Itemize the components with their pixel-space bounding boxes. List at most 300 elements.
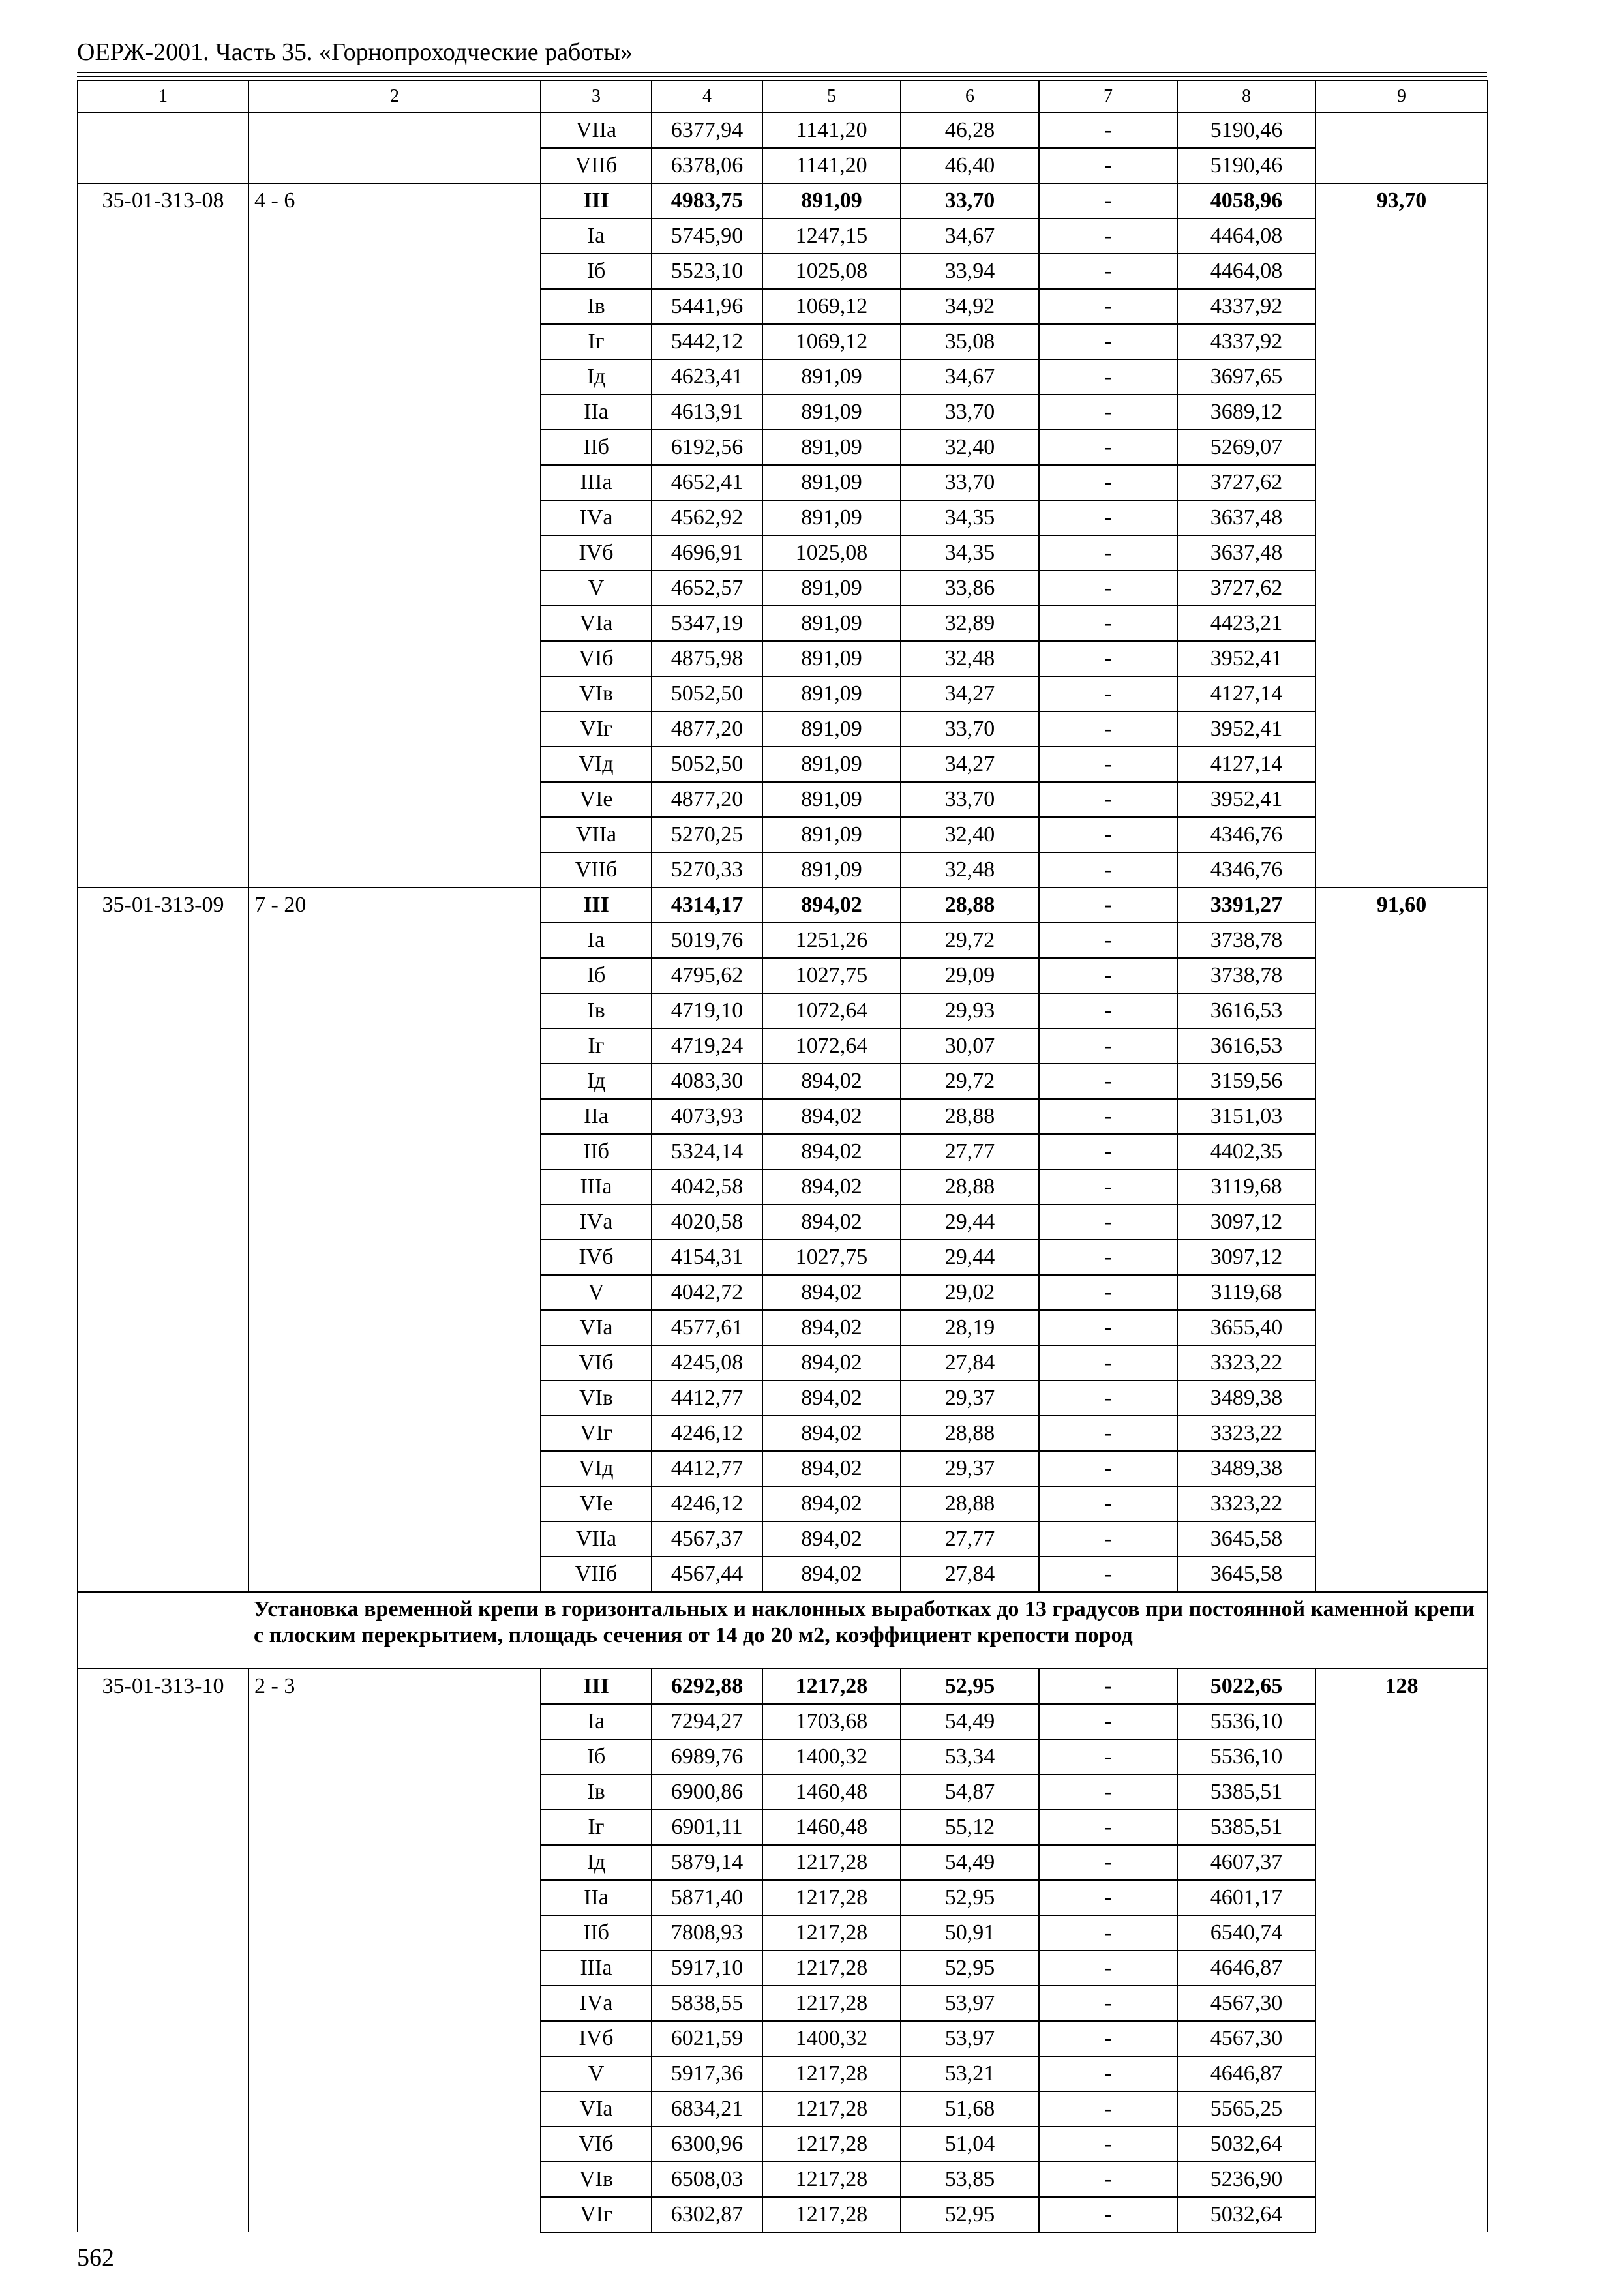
value-cell: IIб [541, 1915, 652, 1951]
value-cell: 46,28 [901, 113, 1039, 148]
value-cell: 29,72 [901, 923, 1039, 958]
value-cell: 52,95 [901, 1880, 1039, 1915]
value-cell: IIа [541, 1099, 652, 1134]
value-cell: 1217,28 [762, 1951, 901, 1986]
value-cell: 5745,90 [652, 218, 762, 254]
value-cell: - [1039, 747, 1177, 782]
value-cell: - [1039, 2091, 1177, 2127]
value-cell: 3097,12 [1177, 1240, 1316, 1275]
value-cell: 3738,78 [1177, 923, 1316, 958]
value-cell: 6292,88 [652, 1669, 762, 1704]
col9-cell: 93,70 [1316, 183, 1488, 888]
value-cell: IIб [541, 430, 652, 465]
value-cell: 29,02 [901, 1275, 1039, 1310]
value-cell: 50,91 [901, 1915, 1039, 1951]
value-cell: 28,88 [901, 1169, 1039, 1204]
value-cell: Iд [541, 1845, 652, 1880]
value-cell: 3727,62 [1177, 571, 1316, 606]
value-cell: - [1039, 2056, 1177, 2091]
value-cell: 4083,30 [652, 1064, 762, 1099]
value-cell: 4073,93 [652, 1099, 762, 1134]
value-cell: VIIб [541, 148, 652, 183]
value-cell: 7808,93 [652, 1915, 762, 1951]
value-cell: 6989,76 [652, 1739, 762, 1774]
value-cell: IVа [541, 1986, 652, 2021]
header-rule-double [77, 76, 1487, 77]
value-cell: 3952,41 [1177, 782, 1316, 817]
value-cell: 3697,65 [1177, 359, 1316, 395]
value-cell: 4337,92 [1177, 289, 1316, 324]
value-cell: - [1039, 993, 1177, 1028]
value-cell: - [1039, 465, 1177, 500]
value-cell: - [1039, 359, 1177, 395]
column-number-cell: 4 [652, 80, 762, 113]
value-cell: 894,02 [762, 1134, 901, 1169]
value-cell: - [1039, 1704, 1177, 1739]
value-cell: 33,86 [901, 571, 1039, 606]
value-cell: 4464,08 [1177, 254, 1316, 289]
value-cell: 4646,87 [1177, 2056, 1316, 2091]
value-cell: 53,97 [901, 2021, 1039, 2056]
value-cell: 29,37 [901, 1451, 1039, 1486]
value-cell: 5269,07 [1177, 430, 1316, 465]
value-cell: 34,35 [901, 500, 1039, 535]
value-cell: 891,09 [762, 747, 901, 782]
value-cell: 1217,28 [762, 1915, 901, 1951]
value-cell: 4877,20 [652, 711, 762, 747]
value-cell: 1460,48 [762, 1810, 901, 1845]
value-cell: VIв [541, 2162, 652, 2197]
value-cell: VIг [541, 2197, 652, 2232]
value-cell: 28,88 [901, 1486, 1039, 1521]
value-cell: 4607,37 [1177, 1845, 1316, 1880]
value-cell: 53,21 [901, 2056, 1039, 2091]
value-cell: VIб [541, 641, 652, 676]
value-cell: 5236,90 [1177, 2162, 1316, 2197]
value-cell: III [541, 888, 652, 923]
value-cell: VIа [541, 606, 652, 641]
value-cell: 5052,50 [652, 676, 762, 711]
value-cell: 891,09 [762, 183, 901, 218]
value-cell: 4042,58 [652, 1169, 762, 1204]
value-cell: - [1039, 2162, 1177, 2197]
value-cell: Iб [541, 1739, 652, 1774]
value-cell: 1460,48 [762, 1774, 901, 1810]
value-cell: - [1039, 1774, 1177, 1810]
rates-table [77, 80, 1488, 2233]
value-cell: VIг [541, 711, 652, 747]
value-cell: - [1039, 2021, 1177, 2056]
value-cell: 4795,62 [652, 958, 762, 993]
value-cell: 52,95 [901, 1669, 1039, 1704]
column-number-cell: 1 [78, 80, 248, 113]
value-cell: 894,02 [762, 1310, 901, 1345]
value-cell: 5022,65 [1177, 1669, 1316, 1704]
value-cell: 891,09 [762, 711, 901, 747]
value-cell: - [1039, 1986, 1177, 2021]
value-cell: 1217,28 [762, 2197, 901, 2232]
column-number-cell: 3 [541, 80, 652, 113]
value-cell: 29,44 [901, 1240, 1039, 1275]
table-row [78, 888, 1488, 923]
value-cell: 32,40 [901, 817, 1039, 852]
value-cell: VIе [541, 782, 652, 817]
value-cell: IVа [541, 500, 652, 535]
range-cell: 4 - 6 [248, 183, 541, 888]
value-cell: - [1039, 324, 1177, 359]
value-cell: 3645,58 [1177, 1521, 1316, 1557]
value-cell: Iв [541, 993, 652, 1028]
value-cell: - [1039, 1810, 1177, 1845]
value-cell: 5052,50 [652, 747, 762, 782]
value-cell: - [1039, 148, 1177, 183]
rate-code-cell: 35-01-313-09 [78, 888, 248, 1592]
value-cell: 1027,75 [762, 958, 901, 993]
value-cell: 1027,75 [762, 1240, 901, 1275]
value-cell: Iг [541, 324, 652, 359]
value-cell: - [1039, 1028, 1177, 1064]
value-cell: 1251,26 [762, 923, 901, 958]
value-cell: 1400,32 [762, 2021, 901, 2056]
value-cell: III [541, 1669, 652, 1704]
value-cell: 4127,14 [1177, 747, 1316, 782]
value-cell: 894,02 [762, 1064, 901, 1099]
value-cell: 891,09 [762, 782, 901, 817]
value-cell: - [1039, 218, 1177, 254]
value-cell: 5523,10 [652, 254, 762, 289]
value-cell: 891,09 [762, 817, 901, 852]
value-cell: 4719,24 [652, 1028, 762, 1064]
value-cell: - [1039, 711, 1177, 747]
value-cell: VIIа [541, 817, 652, 852]
value-cell: 4652,41 [652, 465, 762, 500]
value-cell: VIа [541, 2091, 652, 2127]
value-cell: 4154,31 [652, 1240, 762, 1275]
value-cell: 3952,41 [1177, 641, 1316, 676]
value-cell: 54,87 [901, 1774, 1039, 1810]
value-cell: 4696,91 [652, 535, 762, 571]
value-cell: 891,09 [762, 500, 901, 535]
value-cell: Iв [541, 1774, 652, 1810]
value-cell: 5536,10 [1177, 1704, 1316, 1739]
value-cell: 54,49 [901, 1704, 1039, 1739]
column-number-cell: 8 [1177, 80, 1316, 113]
value-cell: 5565,25 [1177, 2091, 1316, 2127]
value-cell: 5879,14 [652, 1845, 762, 1880]
value-cell: 5871,40 [652, 1880, 762, 1915]
value-cell: IIIа [541, 1951, 652, 1986]
value-cell: 6378,06 [652, 148, 762, 183]
rate-code-cell: 35-01-313-08 [78, 183, 248, 888]
value-cell: 32,48 [901, 641, 1039, 676]
value-cell: 894,02 [762, 1345, 901, 1381]
value-cell: V [541, 571, 652, 606]
value-cell: 34,27 [901, 676, 1039, 711]
value-cell: 33,70 [901, 711, 1039, 747]
value-cell: 4719,10 [652, 993, 762, 1028]
value-cell: 53,34 [901, 1739, 1039, 1774]
value-cell: 3738,78 [1177, 958, 1316, 993]
value-cell: 3655,40 [1177, 1310, 1316, 1345]
value-cell: 6508,03 [652, 2162, 762, 2197]
value-cell: 3637,48 [1177, 500, 1316, 535]
value-cell: IVб [541, 2021, 652, 2056]
value-cell: 34,67 [901, 359, 1039, 395]
value-cell: 4127,14 [1177, 676, 1316, 711]
value-cell: 53,85 [901, 2162, 1039, 2197]
value-cell: 891,09 [762, 359, 901, 395]
value-cell: Iа [541, 1704, 652, 1739]
value-cell: 4423,21 [1177, 606, 1316, 641]
column-number-cell: 7 [1039, 80, 1177, 113]
value-cell: 4562,92 [652, 500, 762, 535]
value-cell: 1141,20 [762, 113, 901, 148]
value-cell: - [1039, 1416, 1177, 1451]
value-cell: 27,77 [901, 1134, 1039, 1169]
value-cell: 27,84 [901, 1557, 1039, 1592]
value-cell: - [1039, 1204, 1177, 1240]
value-cell: IVа [541, 1204, 652, 1240]
value-cell: 1069,12 [762, 289, 901, 324]
column-number-cell: 6 [901, 80, 1039, 113]
value-cell: - [1039, 1169, 1177, 1204]
value-cell: 891,09 [762, 465, 901, 500]
value-cell: VIб [541, 2127, 652, 2162]
value-cell: V [541, 1275, 652, 1310]
value-cell: - [1039, 782, 1177, 817]
value-cell: 891,09 [762, 676, 901, 711]
value-cell: 4623,41 [652, 359, 762, 395]
value-cell: 1217,28 [762, 2056, 901, 2091]
value-cell: 891,09 [762, 395, 901, 430]
value-cell: VIIа [541, 1521, 652, 1557]
value-cell: 894,02 [762, 1521, 901, 1557]
value-cell: 33,70 [901, 465, 1039, 500]
value-cell: 4646,87 [1177, 1951, 1316, 1986]
value-cell: 5917,36 [652, 2056, 762, 2091]
value-cell: 35,08 [901, 324, 1039, 359]
value-cell: VIIб [541, 1557, 652, 1592]
value-cell: IIIа [541, 465, 652, 500]
value-cell: 28,19 [901, 1310, 1039, 1345]
value-cell: 3323,22 [1177, 1345, 1316, 1381]
value-cell: 4877,20 [652, 782, 762, 817]
page-header-title: ОЕРЖ-2001. Часть 35. «Горнопроходческие работы» [77, 38, 633, 66]
range-cell: 2 - 3 [248, 1669, 541, 2232]
value-cell: 53,97 [901, 1986, 1039, 2021]
value-cell: 4245,08 [652, 1345, 762, 1381]
value-cell: 5385,51 [1177, 1774, 1316, 1810]
value-cell: 28,88 [901, 888, 1039, 923]
value-cell: - [1039, 2197, 1177, 2232]
value-cell: 4601,17 [1177, 1880, 1316, 1915]
value-cell: 4314,17 [652, 888, 762, 923]
value-cell: 3119,68 [1177, 1275, 1316, 1310]
value-cell: 34,27 [901, 747, 1039, 782]
value-cell: 3952,41 [1177, 711, 1316, 747]
value-cell: 894,02 [762, 1381, 901, 1416]
value-cell: - [1039, 1099, 1177, 1134]
value-cell: 5032,64 [1177, 2127, 1316, 2162]
value-cell: 5190,46 [1177, 148, 1316, 183]
value-cell: 5270,33 [652, 852, 762, 888]
value-cell: 52,95 [901, 2197, 1039, 2232]
value-cell: 4402,35 [1177, 1134, 1316, 1169]
value-cell: 27,84 [901, 1345, 1039, 1381]
value-cell: - [1039, 606, 1177, 641]
value-cell: VIIа [541, 113, 652, 148]
value-cell: 5442,12 [652, 324, 762, 359]
value-cell: 1217,28 [762, 1845, 901, 1880]
value-cell: Iд [541, 359, 652, 395]
value-cell: 5190,46 [1177, 113, 1316, 148]
value-cell: 894,02 [762, 1204, 901, 1240]
value-cell: 894,02 [762, 1451, 901, 1486]
value-cell: 891,09 [762, 606, 901, 641]
value-cell: VIв [541, 1381, 652, 1416]
value-cell: V [541, 2056, 652, 2091]
value-cell: 30,07 [901, 1028, 1039, 1064]
value-cell: - [1039, 1275, 1177, 1310]
value-cell: - [1039, 1557, 1177, 1592]
range-cell [248, 113, 541, 183]
value-cell: 4652,57 [652, 571, 762, 606]
table-row [78, 1669, 1488, 1704]
value-cell: 5838,55 [652, 1986, 762, 2021]
value-cell: - [1039, 958, 1177, 993]
value-cell: VIг [541, 1416, 652, 1451]
value-cell: - [1039, 1381, 1177, 1416]
value-cell: - [1039, 289, 1177, 324]
value-cell: - [1039, 1345, 1177, 1381]
value-cell: 34,92 [901, 289, 1039, 324]
value-cell: 51,68 [901, 2091, 1039, 2127]
value-cell: Iг [541, 1810, 652, 1845]
rate-code-cell [78, 113, 248, 183]
value-cell: - [1039, 113, 1177, 148]
value-cell: 54,49 [901, 1845, 1039, 1880]
value-cell: 1247,15 [762, 218, 901, 254]
value-cell: 3159,56 [1177, 1064, 1316, 1099]
value-cell: 1217,28 [762, 1880, 901, 1915]
value-cell: 3391,27 [1177, 888, 1316, 923]
value-cell: 4567,37 [652, 1521, 762, 1557]
value-cell: Iб [541, 958, 652, 993]
value-cell: 7294,27 [652, 1704, 762, 1739]
value-cell: - [1039, 571, 1177, 606]
value-cell: 6540,74 [1177, 1915, 1316, 1951]
value-cell: 33,94 [901, 254, 1039, 289]
value-cell: 3637,48 [1177, 535, 1316, 571]
value-cell: 1072,64 [762, 993, 901, 1028]
value-cell: - [1039, 641, 1177, 676]
value-cell: 1703,68 [762, 1704, 901, 1739]
value-cell: 6192,56 [652, 430, 762, 465]
value-cell: 4058,96 [1177, 183, 1316, 218]
column-number-row [78, 80, 1488, 113]
value-cell: 891,09 [762, 852, 901, 888]
value-cell: 1217,28 [762, 2127, 901, 2162]
value-cell: 32,89 [901, 606, 1039, 641]
value-cell: Iа [541, 923, 652, 958]
value-cell: - [1039, 1915, 1177, 1951]
value-cell: - [1039, 1521, 1177, 1557]
value-cell: 3645,58 [1177, 1557, 1316, 1592]
value-cell: 51,04 [901, 2127, 1039, 2162]
section-title-row [78, 1592, 1488, 1669]
value-cell: 6834,21 [652, 2091, 762, 2127]
value-cell: 3323,22 [1177, 1486, 1316, 1521]
value-cell: IVб [541, 1240, 652, 1275]
rate-code-cell: 35-01-313-10 [78, 1669, 248, 2232]
value-cell: 32,40 [901, 430, 1039, 465]
value-cell: 4577,61 [652, 1310, 762, 1345]
value-cell: 29,37 [901, 1381, 1039, 1416]
value-cell: VIб [541, 1345, 652, 1381]
value-cell: 4464,08 [1177, 218, 1316, 254]
value-cell: 4246,12 [652, 1416, 762, 1451]
value-cell: VIд [541, 1451, 652, 1486]
value-cell: 4337,92 [1177, 324, 1316, 359]
value-cell: 46,40 [901, 148, 1039, 183]
value-cell: 4613,91 [652, 395, 762, 430]
value-cell: 1141,20 [762, 148, 901, 183]
value-cell: VIа [541, 1310, 652, 1345]
value-cell: 33,70 [901, 782, 1039, 817]
column-number-cell: 5 [762, 80, 901, 113]
value-cell: 1217,28 [762, 1986, 901, 2021]
value-cell: 5917,10 [652, 1951, 762, 1986]
value-cell: 4983,75 [652, 183, 762, 218]
value-cell: - [1039, 817, 1177, 852]
value-cell: 3097,12 [1177, 1204, 1316, 1240]
value-cell: 6901,11 [652, 1810, 762, 1845]
value-cell: Iв [541, 289, 652, 324]
value-cell: 894,02 [762, 1169, 901, 1204]
value-cell: VIIб [541, 852, 652, 888]
value-cell: 894,02 [762, 1486, 901, 1521]
value-cell: - [1039, 430, 1177, 465]
value-cell: - [1039, 1845, 1177, 1880]
value-cell: 6021,59 [652, 2021, 762, 2056]
section-title: Установка временной крепи в горизонтальных и наклонных выработках до 13 градусов при постоянной каменной крепи с плоским перекрытием, площадь сечения от 14 до 20 м2, коэффициент крепости пород [248, 1592, 1488, 1669]
value-cell: 891,09 [762, 430, 901, 465]
value-cell: - [1039, 1951, 1177, 1986]
value-cell: - [1039, 1451, 1177, 1486]
value-cell: 28,88 [901, 1099, 1039, 1134]
value-cell: - [1039, 1064, 1177, 1099]
value-cell: - [1039, 852, 1177, 888]
value-cell: 891,09 [762, 571, 901, 606]
value-cell: 6377,94 [652, 113, 762, 148]
value-cell: - [1039, 1134, 1177, 1169]
table-row [78, 183, 1488, 218]
value-cell: 5536,10 [1177, 1739, 1316, 1774]
value-cell: 3489,38 [1177, 1381, 1316, 1416]
value-cell: 891,09 [762, 641, 901, 676]
value-cell: IIIа [541, 1169, 652, 1204]
value-cell: 894,02 [762, 1099, 901, 1134]
value-cell: 6302,87 [652, 2197, 762, 2232]
value-cell: 5385,51 [1177, 1810, 1316, 1845]
value-cell: 6300,96 [652, 2127, 762, 2162]
value-cell: 33,70 [901, 395, 1039, 430]
value-cell: - [1039, 676, 1177, 711]
value-cell: 5270,25 [652, 817, 762, 852]
value-cell: - [1039, 1240, 1177, 1275]
col9-cell: 91,60 [1316, 888, 1488, 1592]
value-cell: 29,44 [901, 1204, 1039, 1240]
